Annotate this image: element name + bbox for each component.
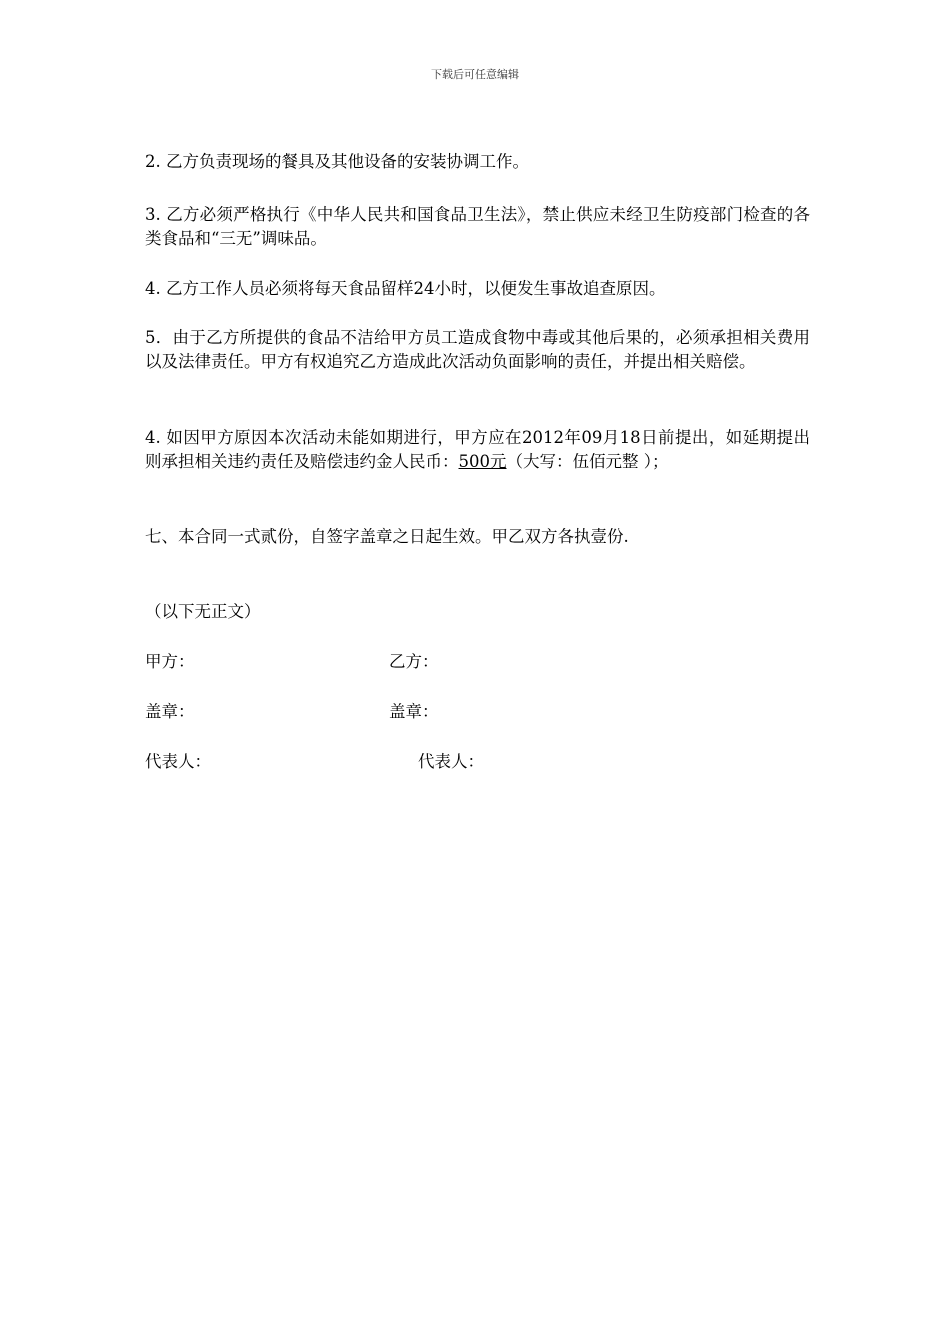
clause-7: 七、本合同一式贰份，自签字盖章之日起生效。甲乙双方各执壹份. xyxy=(145,527,629,546)
clause-4: 4. 乙方工作人员必须将每天食品留样24小时，以便发生事故追查原因。 xyxy=(145,279,666,298)
clause-3: 3. 乙方必须严格执行《中华人民共和国食品卫生法》，禁止供应未经卫生防疫部门检查的各类食品和“三无”调味品。 xyxy=(145,205,810,248)
rep-a-label: 代表人： xyxy=(145,752,211,771)
clause-4b-prefix: 4. 如因甲方原因本次活动未能如期进行，甲方应在2012年09月18日前提出，如延期提出则承担相关违约责任及赔偿违约金人民币： xyxy=(145,428,810,471)
clause-5: 5．由于乙方所提供的食品不洁给甲方员工造成食物中毒或其他后果的，必须承担相关费用以及法律责任。甲方有权追究乙方造成此次活动负面影响的责任，并提出相关赔偿。 xyxy=(145,328,810,371)
clause-4b-suffix: （大写：伍佰元整 ）； xyxy=(506,452,669,471)
party-b-label: 乙方： xyxy=(389,652,439,671)
penalty-amount: 500元 xyxy=(458,452,507,471)
clause-4b xyxy=(145,426,810,474)
clause-2: 2. 乙方负责现场的餐具及其他设备的安装协调工作。 xyxy=(145,152,529,171)
end-note: （以下无正文） xyxy=(145,602,261,621)
seal-a-label: 盖章： xyxy=(145,702,195,721)
seal-b-label: 盖章： xyxy=(389,702,439,721)
rep-b-label: 代表人： xyxy=(418,752,484,771)
party-a-label: 甲方： xyxy=(145,652,195,671)
page-header: 下载后可任意编辑 xyxy=(431,68,519,81)
